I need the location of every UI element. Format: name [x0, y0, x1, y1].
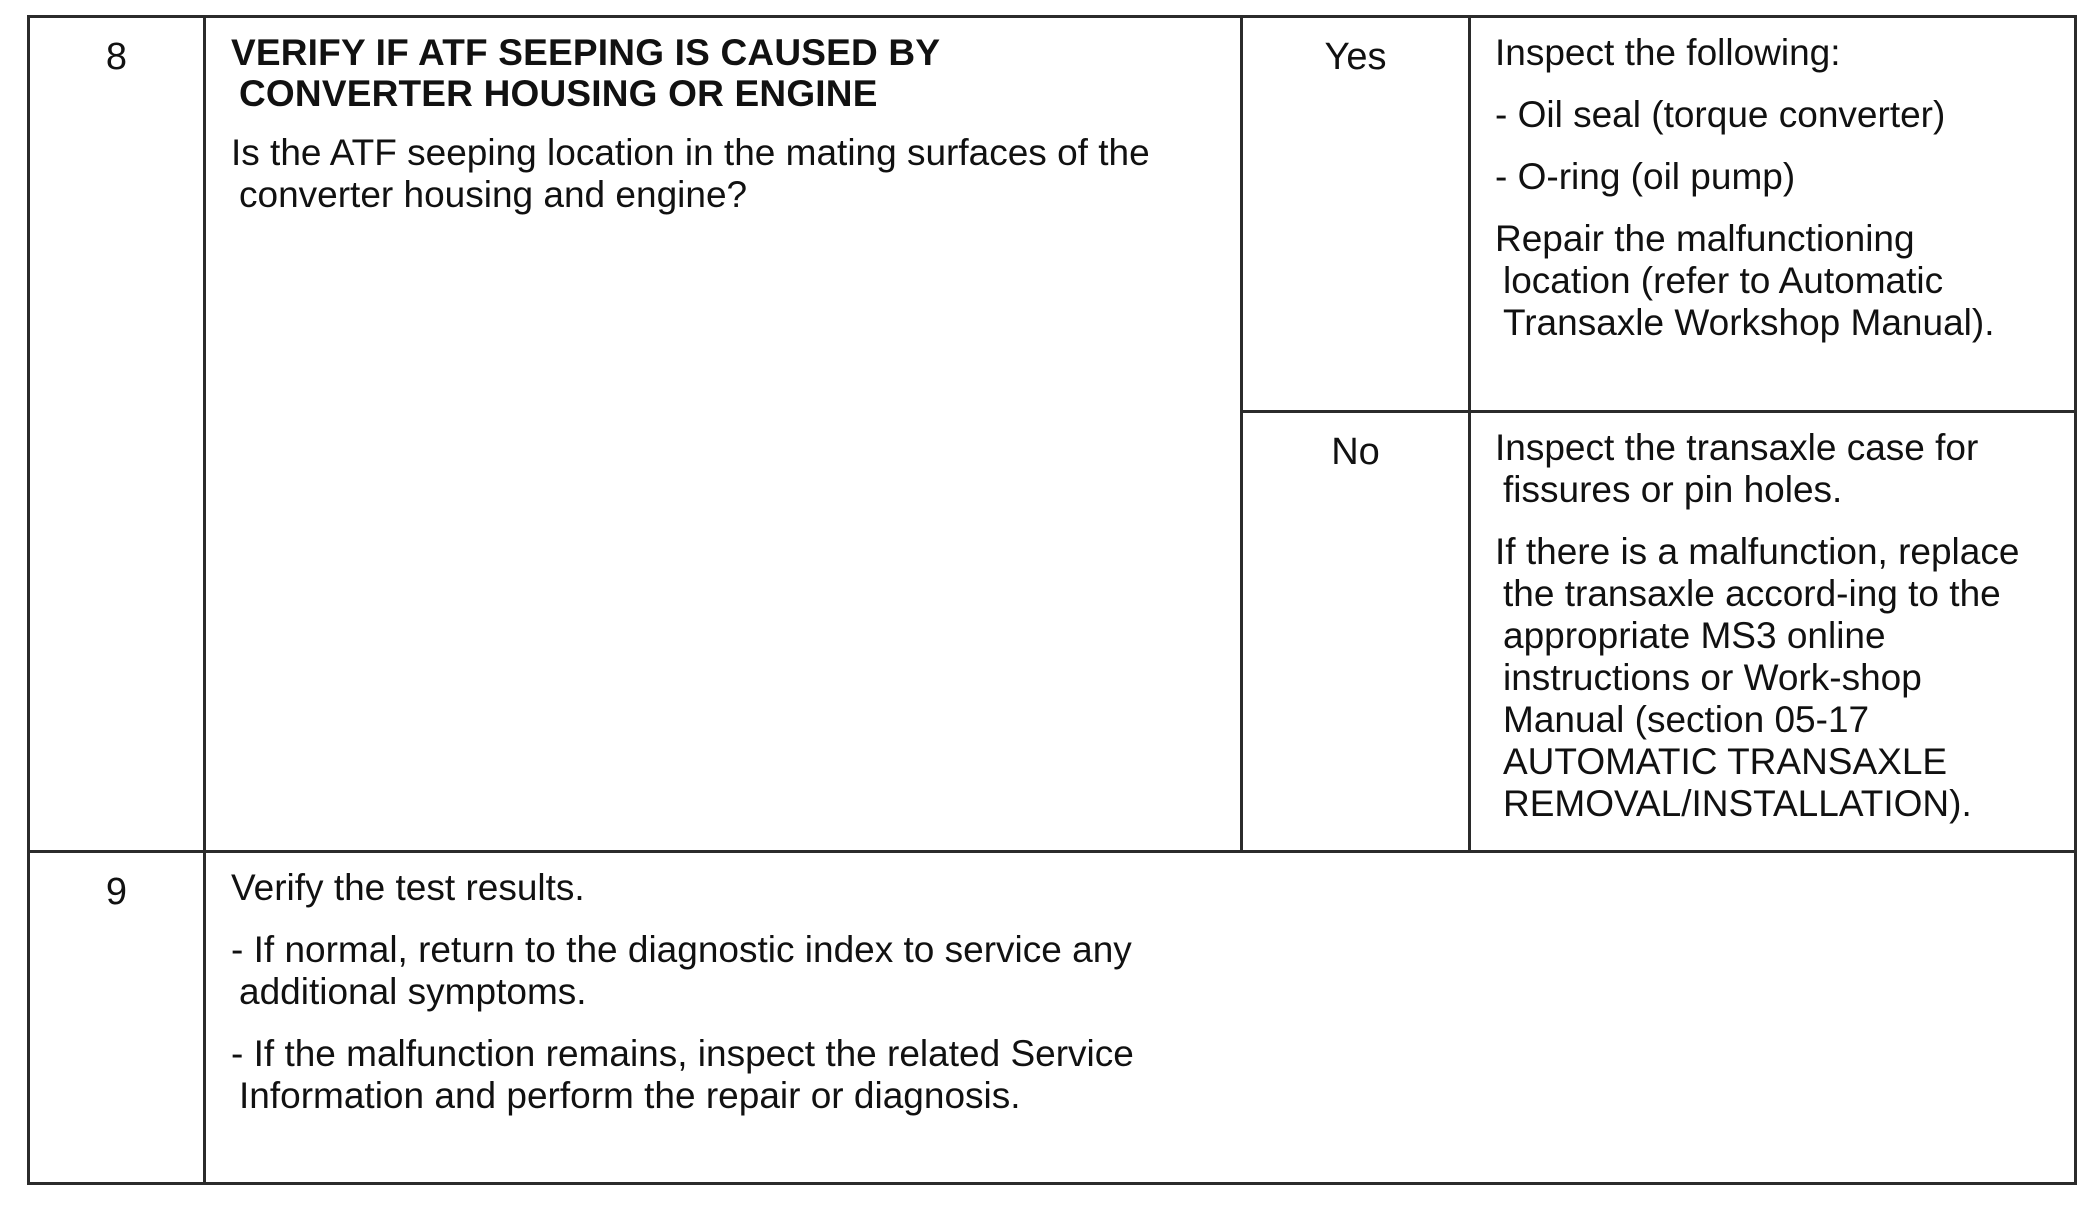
step-8-yes-intro: Inspect the following:: [1495, 32, 1841, 73]
step-8-heading-line-2: CONVERTER HOUSING OR ENGINE: [239, 73, 878, 114]
step-8-yes-repair: Repair the malfunctioning location (refer to Automatic Transaxle Workshop Manual).: [1495, 218, 1995, 343]
step-8-no-detail: [1470, 412, 2076, 852]
step-9-action-cell: [205, 852, 2076, 1184]
step-8-yes-row: [29, 17, 2076, 412]
step-9-item-2: - If the malfunction remains, inspect the related Service Information and perform the repair or diagnosis.: [231, 1033, 1134, 1117]
step-9-intro: Verify the test results.: [231, 867, 585, 909]
step-9-item-1: - If normal, return to the diagnostic index to service any additional symptoms.: [231, 929, 1132, 1013]
step-8-no-inspect: Inspect the transaxle case for fissures or pin holes.: [1495, 427, 1979, 510]
step-8-no-label: No: [1242, 412, 1470, 852]
step-9-number: 9: [29, 852, 205, 1184]
diagnostic-procedure-table: [27, 15, 2077, 1185]
step-8-number: 8: [29, 17, 205, 852]
step-8-no-action: If there is a malfunction, replace the transaxle accord-ing to the appropriate MS3 online instructions or Work-shop Manual (section 05-17 AUTOMATIC TRANSAXLE REMOVAL/INSTALLATION).: [1495, 531, 2020, 824]
step-8-yes-detail: [1470, 17, 2076, 412]
step-8-yes-label: Yes: [1242, 17, 1470, 412]
step-8-yes-item-1: - Oil seal (torque converter): [1495, 94, 1946, 135]
step-8-action-cell: [205, 17, 1242, 852]
step-9-row: [29, 852, 2076, 1184]
step-8-question: Is the ATF seeping location in the mating surfaces of the converter housing and engine?: [231, 132, 1150, 215]
step-8-heading: [231, 32, 1220, 114]
step-8-yes-item-2: - O-ring (oil pump): [1495, 156, 1796, 197]
step-8-heading-line-1: VERIFY IF ATF SEEPING IS CAUSED BY: [231, 32, 941, 73]
